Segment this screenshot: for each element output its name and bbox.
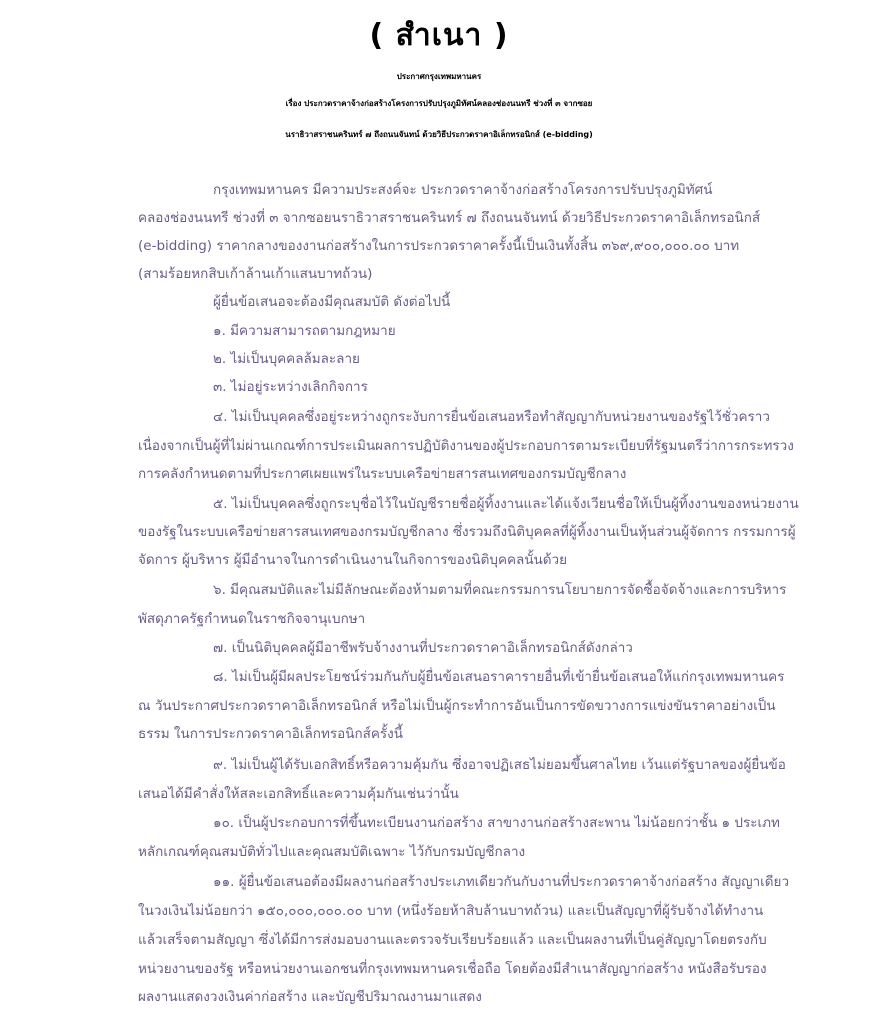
list-item: ๙. ไม่เป็นผู้ได้รับเอกสิทธิ์หรือความคุ้มกัน ซึ่งอาจปฏิเสธไม่ยอมขึ้นศาลไทย เว้นแต่รัฐบาลของผู้ยื่นข้อ [213, 757, 786, 773]
announcement-subject-line-1: เรื่อง ประกวดราคาจ้างก่อสร้างโครงการปรับปรุงภูมิทัศน์คลองช่องนนทรี ช่วงที่ ๓ จากซอย [285, 99, 593, 108]
body-line: พัสดุภาครัฐกำหนดในราชกิจจานุเบกษา [138, 611, 366, 627]
body-line: ณ วันประกาศประกวดราคาอิเล็กทรอนิกส์ หรือไม่เป็นผู้กระทำการอันเป็นการขัดขวางการแข่งขันราคาอย่างเป็น [138, 698, 776, 714]
body-line: เสนอได้มีคำสั่งให้สละเอกสิทธิ์และความคุ้มกันเช่นว่านั้น [138, 786, 459, 802]
body-line: เนื่องจากเป็นผู้ที่ไม่ผ่านเกณฑ์การประเมินผลการปฏิบัติงานของผู้ประกอบการตามระเบียบที่รัฐมนตรีว่าการกระทรวง [138, 438, 794, 454]
announcement-subject-line-2: นราธิวาสราชนครินทร์ ๗ ถึงถนนจันทน์ ด้วยวิธีประกวดราคาอิเล็กทรอนิกส์ (e-bidding) [285, 130, 593, 139]
list-item: ๖. มีคุณสมบัติและไม่มีลักษณะต้องห้ามตามที่คณะกรรมการนโยบายการจัดซื้อจัดจ้างและการบริหาร [213, 582, 787, 598]
list-item: ๑๑. ผู้ยื่นข้อเสนอต้องมีผลงานก่อสร้างประเภทเดียวกันกับงานที่ประกวดราคาจ้างก่อสร้าง สัญญาเดียว [213, 874, 790, 890]
body-line: ในวงเงินไม่น้อยกว่า ๑๕๐,๐๐๐,๐๐๐.๐๐ บาท (หนึ่งร้อยห้าสิบล้านบาทถ้วน) และเป็นสัญญาที่ผู้รับจ้างได้ทำงาน [138, 903, 764, 919]
body-line: ของรัฐในระบบเครือข่ายสารสนเทศของกรมบัญชีกลาง ซึ่งรวมถึงนิติบุคคลที่ผู้ทิ้งงานเป็นหุ้นส่วนผู้จัดการ กรรมการผู้ [138, 524, 796, 540]
copy-stamp-title: ( สำเนา ) [369, 18, 509, 53]
body-line: (สามร้อยหกสิบเก้าล้านเก้าแสนบาทถ้วน) [138, 266, 373, 282]
body-line: หน่วยงานของรัฐ หรือหน่วยงานเอกชนที่กรุงเทพมหานครเชื่อถือ โดยต้องมีสำเนาสัญญาก่อสร้าง หนังสือรับรอง [138, 961, 767, 977]
body-line: (e-bidding) ราคากลางของงานก่อสร้างในการประกวดราคาครั้งนี้เป็นเงินทั้งสิ้น ๓๖๙,๙๐๐,๐๐๐.๐๐ บาท [138, 238, 740, 254]
list-item: ๘. ไม่เป็นผู้มีผลประโยชน์ร่วมกันกับผู้ยื่นข้อเสนอราคารายอื่นที่เข้ายื่นข้อเสนอให้แก่กรุงเทพมหานคร [213, 669, 785, 685]
body-line: การคลังกำหนดตามที่ประกาศเผยแพร่ในระบบเครือข่ายสารสนเทศของกรมบัญชีกลาง [138, 466, 627, 482]
announcement-issuer: ประกาศกรุงเทพมหานคร [396, 72, 482, 81]
body-line: กรุงเทพมหานคร มีความประสงค์จะ ประกวดราคาจ้างก่อสร้างโครงการปรับปรุงภูมิทัศน์ [213, 182, 713, 198]
list-item: ๗. เป็นนิติบุคคลผู้มีอาชีพรับจ้างงานที่ประกวดราคาอิเล็กทรอนิกส์ดังกล่าว [213, 640, 633, 656]
list-item: ๔. ไม่เป็นบุคคลซึ่งอยู่ระหว่างถูกระงับการยื่นข้อเสนอหรือทำสัญญากับหน่วยงานของรัฐไว้ชั่วคราว [213, 409, 770, 425]
body-line: แล้วเสร็จตามสัญญา ซึ่งได้มีการส่งมอบงานและตรวจรับเรียบร้อยแล้ว และเป็นผลงานที่เป็นคู่สัญญาโดยตรงกับ [138, 932, 767, 948]
list-item: ๕. ไม่เป็นบุคคลซึ่งถูกระบุชื่อไว้ในบัญชีรายชื่อผู้ทิ้งงานและได้แจ้งเวียนชื่อให้เป็นผู้ทิ้งงานของหน่วยงาน [213, 496, 799, 512]
body-line: คลองช่องนนทรี ช่วงที่ ๓ จากซอยนราธิวาสราชนครินทร์ ๗ ถึงถนนจันทน์ ด้วยวิธีประกวดราคาอิเล็กทรอนิกส์ [138, 210, 761, 226]
body-line: หลักเกณฑ์คุณสมบัติทั่วไปและคุณสมบัติเฉพาะ ไว้กับกรมบัญชีกลาง [138, 844, 526, 860]
body-line: ผู้ยื่นข้อเสนอจะต้องมีคุณสมบัติ ดังต่อไปนี้ [213, 294, 451, 310]
body-line: จัดการ ผู้บริหาร ผู้มีอำนาจในการดำเนินงานในกิจการของนิติบุคคลนั้นด้วย [138, 552, 568, 568]
body-line: ผลงานแสดงวงเงินค่าก่อสร้าง และบัญชีปริมาณงานมาแสดง [138, 989, 482, 1005]
list-item: ๒. ไม่เป็นบุคคลล้มละลาย [213, 351, 360, 367]
list-item: ๑. มีความสามารถตามกฎหมาย [213, 323, 396, 339]
list-item: ๓. ไม่อยู่ระหว่างเลิกกิจการ [213, 379, 368, 395]
body-line: ธรรม ในการประกวดราคาอิเล็กทรอนิกส์ครั้งนี้ [138, 726, 403, 742]
list-item: ๑๐. เป็นผู้ประกอบการที่ขึ้นทะเบียนงานก่อสร้าง สาขางานก่อสร้างสะพาน ไม่น้อยกว่าชั้น ๑ ประเภท [213, 815, 780, 831]
